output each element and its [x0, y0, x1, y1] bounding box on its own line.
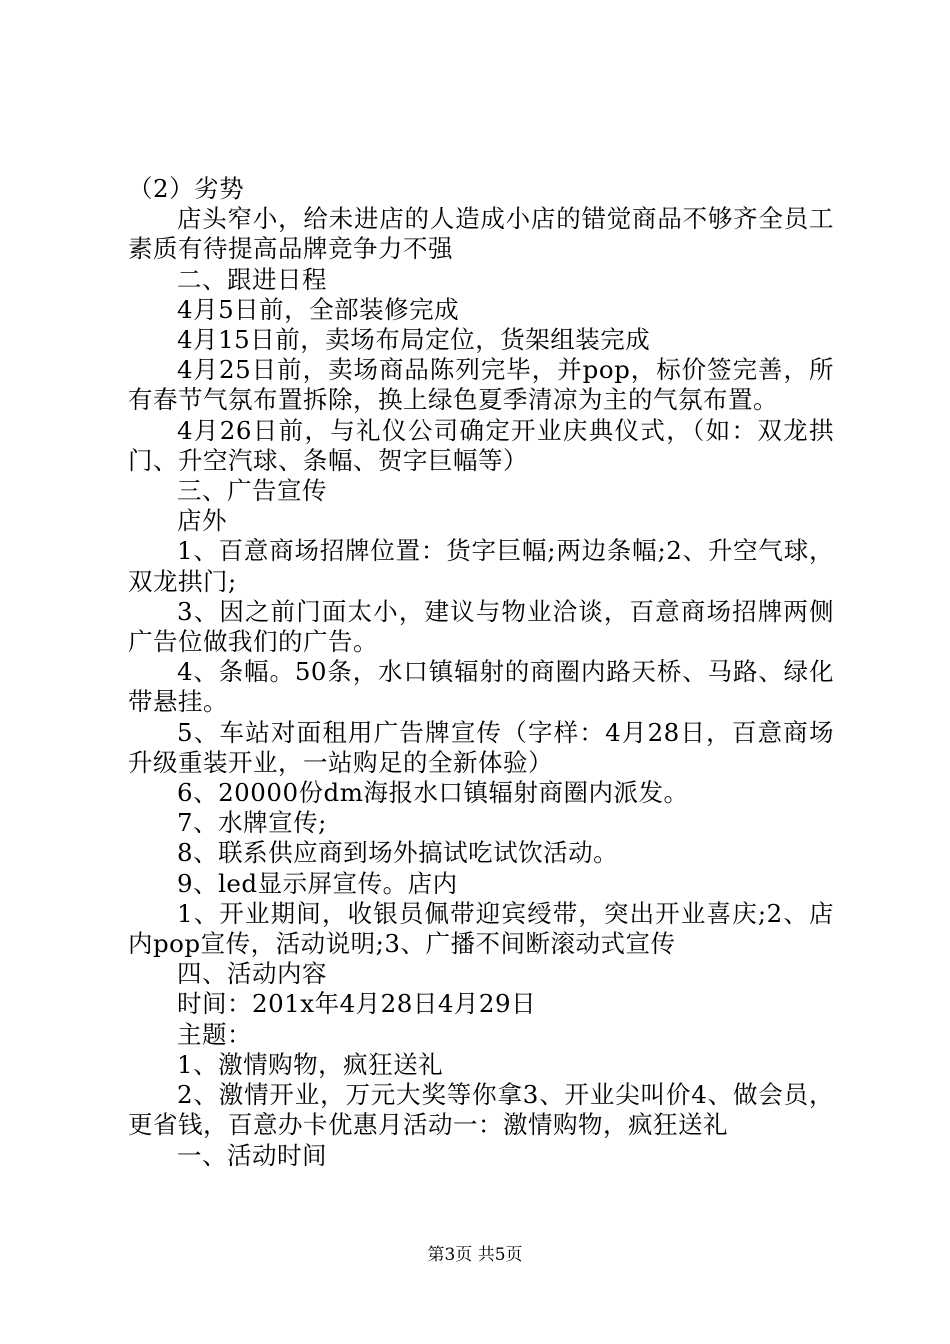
activity-theme-item: 2、激情开业，万元大奖等你拿3、开业尖叫价4、做会员，更省钱，百意办卡优惠月活动一：激情购物，疯狂送礼 — [128, 1080, 834, 1140]
activity-theme-item: 1、激情购物，疯狂送礼 — [177, 1049, 444, 1079]
advertising-item: 3、因之前门面太小，建议与物业洽谈，百意商场招牌两侧广告位做我们的广告。 — [128, 596, 834, 657]
activity-time: 时间：201x年4月28日4月29日 — [177, 989, 537, 1019]
schedule-item: 4月5日前，全部装修完成 — [177, 294, 460, 324]
schedule-item: 4月26日前，与礼仪公司确定开业庆典仪式，（如：双龙拱门、升空汽球、条幅、贺字巨幅等） — [128, 415, 834, 475]
section-heading-advertising: 三、广告宣传 — [177, 476, 327, 506]
advertising-item: 8、联系供应商到场外搞试吃试饮活动。 — [177, 838, 619, 868]
page-footer: 第3页 共5页 — [427, 1245, 523, 1265]
subheading-outside: 店外 — [177, 506, 227, 536]
subheading-activity-time: 一、活动时间 — [177, 1140, 327, 1170]
document-body — [128, 174, 834, 1171]
advertising-item: 9、led显示屏宣传。店内 — [177, 868, 458, 898]
section-heading-weakness: （2）劣势 — [128, 174, 245, 203]
section-heading-schedule: 二、跟进日程 — [177, 264, 327, 294]
advertising-item: 4、条幅。50条，水口镇辐射的商圈内路天桥、马路、绿化带悬挂。 — [128, 657, 834, 717]
advertising-item: 5、车站对面租用广告牌宣传（字样：4月28日，百意商场升级重装开业，一站购足的全新体验） — [128, 717, 834, 777]
activity-theme-label: 主题： — [177, 1019, 252, 1049]
advertising-item: 1、百意商场招牌位置：货字巨幅;两边条幅;2、升空气球，双龙拱门; — [128, 536, 834, 596]
advertising-item: 7、水牌宣传; — [177, 808, 327, 838]
advertising-item-inside: 1、开业期间，收银员佩带迎宾绶带，突出开业喜庆;2、店内pop宣传，活动说明;3、广播不间断滚动式宣传 — [128, 898, 834, 959]
schedule-item: 4月15日前，卖场布局定位，货架组装完成 — [177, 325, 651, 355]
section-heading-activities: 四、活动内容 — [177, 959, 327, 989]
paragraph-weakness-detail: 店头窄小，给未进店的人造成小店的错觉商品不够齐全员工素质有待提高品牌竞争力不强 — [128, 204, 834, 264]
advertising-item: 6、20000份dm海报水口镇辐射商圈内派发。 — [177, 778, 689, 808]
schedule-item: 4月25日前，卖场商品陈列完毕，并pop，标价签完善，所有春节气氛布置拆除，换上绿色夏季清凉为主的气氛布置。 — [128, 355, 834, 415]
